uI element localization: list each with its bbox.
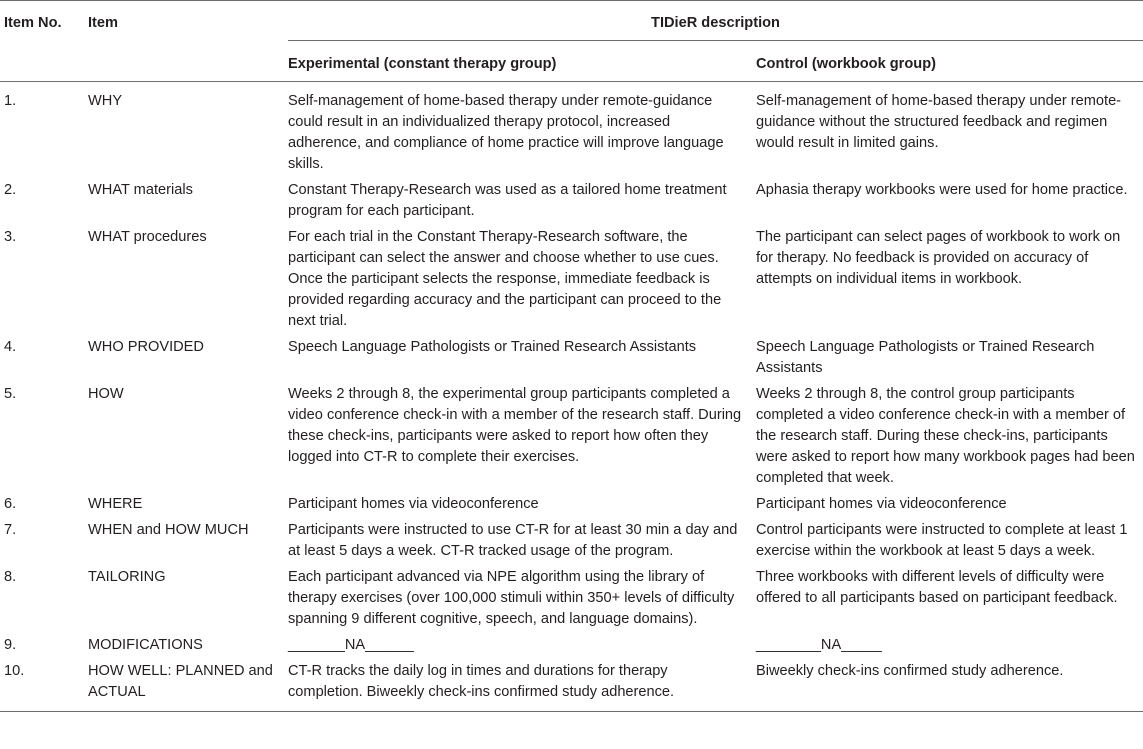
- row-item-name: WHAT materials: [88, 182, 193, 198]
- row-experimental-description: Speech Language Pathologists or Trained Research Assistants: [288, 339, 697, 355]
- row-control-description: Self-management of home-based therapy under remote-guidance without the structured feedback and regimen would result in limited gains.: [756, 93, 1122, 151]
- row-item-number: 4.: [4, 339, 17, 355]
- row-item-number: 10.: [0, 658, 88, 712]
- row-item-name: WHEN and HOW MUCH: [88, 522, 249, 538]
- row-experimental-description: Constant Therapy-Research was used as a tailored home treatment program for each participant.: [288, 182, 727, 219]
- table-row: [0, 491, 1143, 517]
- table-row: [0, 177, 1143, 224]
- table-row: [0, 632, 1143, 658]
- row-experimental-description: CT-R tracks the daily log in times and durations for therapy completion. Biweekly check-ins confirmed study adherence.: [288, 658, 756, 712]
- row-item-number: 7.: [4, 522, 17, 538]
- row-item-name: TAILORING: [88, 569, 166, 585]
- row-control-description: Aphasia therapy workbooks were used for home practice.: [756, 182, 1128, 198]
- row-item-name: MODIFICATIONS: [88, 637, 203, 653]
- row-item-number: 2.: [4, 182, 17, 198]
- header-experimental: Experimental (constant therapy group): [288, 41, 756, 82]
- row-control-description: Biweekly check-ins confirmed study adherence.: [756, 658, 1143, 712]
- row-experimental-description: Participant homes via videoconference: [288, 496, 539, 512]
- row-control-description: ________NA_____: [756, 637, 882, 653]
- row-item-name: WHY: [88, 93, 123, 109]
- row-item-name: WHO PROVIDED: [88, 339, 204, 355]
- table-row: [0, 82, 1143, 178]
- row-item-number: 8.: [4, 569, 17, 585]
- table-row: [0, 564, 1143, 632]
- row-experimental-description: Self-management of home-based therapy under remote-guidance could result in an individualized therapy protocol, increased adherence, and compliance of home practice will improve language skills.: [288, 93, 724, 172]
- header-row-primary: [0, 1, 1143, 41]
- table-row: [0, 517, 1143, 564]
- row-experimental-description: Each participant advanced via NPE algorithm using the library of therapy exercises (over 100,000 stimuli within 350+ levels of difficulty spanning 9 different cognitive, speech, and language domains).: [288, 569, 735, 627]
- row-item-number: 9.: [4, 637, 17, 653]
- row-item-number: 1.: [4, 93, 17, 109]
- row-control-description: Speech Language Pathologists or Trained Research Assistants: [756, 339, 1095, 376]
- row-experimental-description: Weeks 2 through 8, the experimental group participants completed a video conference check-in with a member of the research staff. During these check-ins, participants were asked to report how often they logged into CT-R to complete their exercises.: [288, 386, 742, 465]
- header-spacer: [88, 41, 288, 82]
- header-control: Control (workbook group): [756, 41, 1143, 82]
- header-row-secondary: [0, 41, 1143, 82]
- table-row: [0, 334, 1143, 381]
- row-control-description: Participant homes via videoconference: [756, 496, 1007, 512]
- row-control-description: Three workbooks with different levels of difficulty were offered to all participants based on participant feedback.: [756, 569, 1118, 606]
- table-row: [0, 224, 1143, 334]
- row-item-number: 5.: [4, 386, 17, 402]
- header-item: Item: [88, 1, 288, 41]
- row-item-name: HOW: [88, 386, 124, 402]
- row-item-number: 6.: [4, 496, 17, 512]
- row-control-description: The participant can select pages of workbook to work on for therapy. No feedback is provided on accuracy of attempts on individual items in workbook.: [756, 229, 1121, 287]
- table-row: [0, 658, 1143, 712]
- table-row: [0, 381, 1143, 491]
- row-control-description: Weeks 2 through 8, the control group participants completed a video conference check-in with a member of the research staff. During these check-ins, participants were asked to report how many workbook pages had been completed that week.: [756, 386, 1135, 486]
- row-control-description: Control participants were instructed to complete at least 1 exercise within the workbook at least 5 days a week.: [756, 522, 1128, 559]
- header-tidier-description: TIDieR description: [288, 1, 1143, 41]
- row-experimental-description: For each trial in the Constant Therapy-Research software, the participant can select the answer and choose whether to use cues. Once the participant selects the response, immediate feedback is provided regarding accuracy and the participant can proceed to the next trial.: [288, 229, 722, 329]
- header-spacer: [0, 41, 88, 82]
- row-item-name: WHERE: [88, 496, 143, 512]
- header-item-no: Item No.: [0, 1, 88, 41]
- row-item-name: WHAT procedures: [88, 229, 207, 245]
- row-experimental-description: Participants were instructed to use CT-R for at least 30 min a day and at least 5 days a week. CT-R tracked usage of the program.: [288, 522, 738, 559]
- row-item-name: HOW WELL: PLANNED and ACTUAL: [88, 658, 288, 712]
- row-experimental-description: _______NA______: [288, 637, 414, 653]
- row-item-number: 3.: [4, 229, 17, 245]
